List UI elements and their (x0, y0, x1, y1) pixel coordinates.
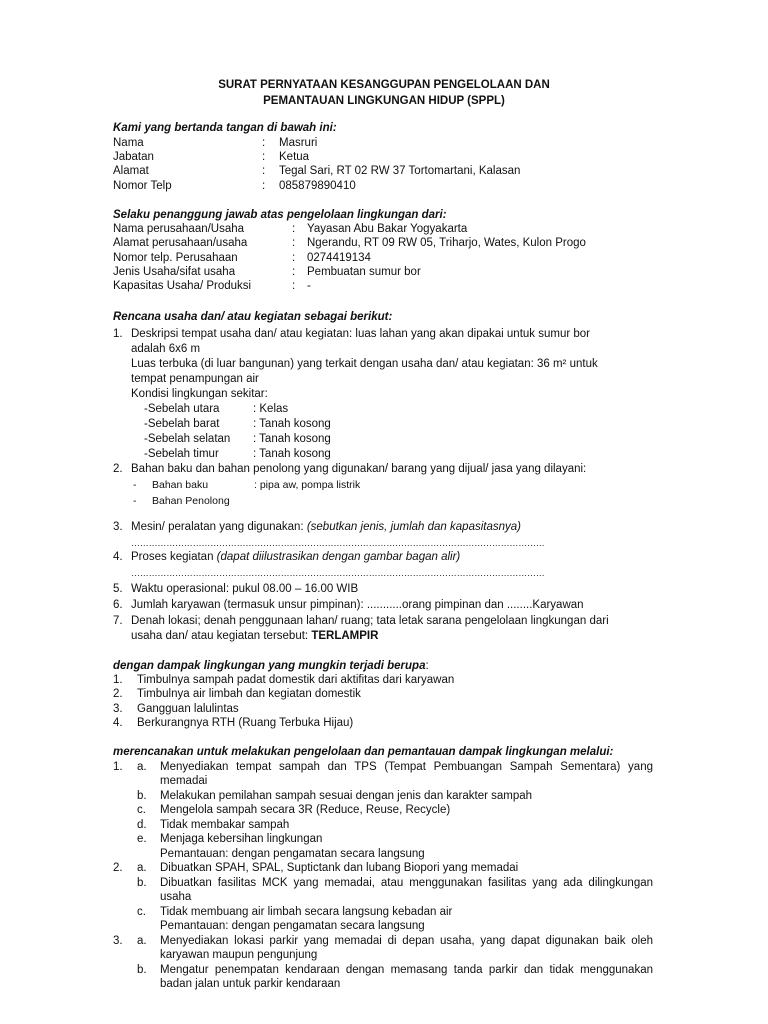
management-text: Menyediakan tempat sampah dan TPS (Tempat Pembuangan Sampah Sementara) yang (160, 761, 653, 773)
company-label: Alamat perusahaan/usaha (113, 237, 248, 249)
plan-item-text: Deskripsi tempat usaha dan/ atau kegiatan: luas lahan yang akan dipakai untuk sumur bor (131, 328, 591, 340)
management-letter: b. (137, 790, 147, 802)
monitoring-text: Pemantauan: dengan pengamatan secara langsung (160, 848, 425, 860)
management-text: Tidak membuang air limbah secara langsung kebadan air (160, 906, 453, 918)
signer-label: Jabatan (113, 151, 154, 163)
surrounding-value: : Tanah kosong (253, 448, 331, 460)
company-label: Jenis Usaha/sifat usaha (113, 266, 236, 278)
separator: : (292, 280, 296, 292)
plan-item-main: Proses kegiatan (131, 551, 217, 563)
company-heading: Selaku penanggung jawab atas pengelolaan lingkungan dari: (113, 209, 447, 221)
document-title-line1: SURAT PERNYATAAN KESANGGUPAN PENGELOLAAN DAN (218, 79, 550, 91)
monitoring-text: Pemantauan: dengan pengamatan secara langsung (160, 920, 425, 932)
dotted-fill-line: …………………………………………………………………………………………………………………………… (131, 568, 545, 578)
management-text: Melakukan pemilahan sampah sesuai dengan jenis dan karakter sampah (160, 790, 533, 802)
separator: : (262, 165, 266, 177)
plan-item-text: Bahan baku dan bahan penolong yang digunakan/ barang yang dijual/ jasa yang dilayani: (131, 463, 587, 475)
signer-value: Masruri (279, 137, 318, 149)
impact-number: 4. (113, 717, 123, 729)
management-letter: b. (137, 877, 147, 889)
management-letter: a. (137, 862, 147, 874)
management-number: 2. (113, 862, 123, 874)
management-letter: b. (137, 964, 147, 976)
plan-item-number: 3. (113, 521, 123, 533)
plan-item-number: 2. (113, 463, 123, 475)
plan-item-text (131, 520, 521, 534)
material-value: : pipa aw, pompa listrik (254, 479, 361, 491)
impact-heading (113, 659, 429, 673)
impact-text: Gangguan lalulintas (137, 703, 239, 715)
management-text: Menjaga kebersihan lingkungan (160, 833, 323, 845)
surrounding-direction: -Sebelah timur (144, 448, 219, 460)
signer-value: Tegal Sari, RT 02 RW 37 Tortomartani, Kalasan (279, 165, 521, 177)
management-text: Dibuatkan fasilitas MCK yang memadai, atau menggunakan fasilitas yang ada dilingkungan (160, 877, 653, 889)
material-label: Bahan Penolong (152, 495, 230, 507)
signer-label: Alamat (113, 165, 149, 177)
plan-item-text: adalah 6x6 m (131, 343, 201, 355)
management-text: memadai (160, 775, 208, 787)
management-text: Mengelola sampah secara 3R (Reduce, Reuse, Recycle) (160, 804, 451, 816)
plan-item-hint: (sebutkan jenis, jumlah dan kapasitasnya) (306, 521, 521, 533)
separator: : (292, 223, 296, 235)
signer-heading: Kami yang bertanda tangan di bawah ini: (113, 122, 337, 134)
plan-item-main: Mesin/ peralatan yang digunakan: (131, 521, 307, 533)
management-text: Mengatur penempatan kendaraan dengan memasang tanda parkir dan tidak menggunakan (160, 964, 653, 976)
company-value: Ngerandu, RT 09 RW 05, Triharjo, Wates, Kulon Progo (307, 237, 586, 249)
company-label: Kapasitas Usaha/ Produksi (113, 280, 252, 292)
bullet-dash: - (133, 479, 137, 491)
management-letter: a. (137, 761, 147, 773)
impact-heading-text: dengan dampak lingkungan yang mungkin terjadi berupa (113, 660, 426, 672)
company-label: Nama perusahaan/Usaha (113, 223, 245, 235)
company-value: - (307, 280, 311, 292)
plan-item-text: Jumlah karyawan (termasuk unsur pimpinan): ...........orang pimpinan dan ........Karyawan (131, 599, 584, 611)
management-text: Tidak membakar sampah (160, 819, 290, 831)
separator: : (262, 151, 266, 163)
management-text: badan jalan untuk parkir kendaraan (160, 978, 341, 990)
attached-label: TERLAMPIR (311, 630, 379, 642)
separator: : (262, 137, 266, 149)
management-letter: a. (137, 935, 147, 947)
signer-label: Nomor Telp (113, 180, 172, 192)
plan-item-text (131, 550, 460, 564)
plan-item-number: 5. (113, 583, 123, 595)
signer-value: Ketua (279, 151, 310, 163)
management-number: 1. (113, 761, 123, 773)
impact-number: 2. (113, 688, 123, 700)
surrounding-value: : Tanah kosong (253, 418, 331, 430)
bullet-dash: - (133, 495, 137, 507)
impact-number: 1. (113, 674, 123, 686)
company-value: Yayasan Abu Bakar Yogyakarta (307, 223, 468, 235)
plan-item-number: 6. (113, 599, 123, 611)
company-value: Pembuatan sumur bor (307, 266, 421, 278)
separator: : (292, 266, 296, 278)
plan-heading: Rencana usaha dan/ atau kegiatan sebagai berikut: (113, 311, 393, 323)
surrounding-direction: -Sebelah utara (144, 403, 220, 415)
impact-number: 3. (113, 703, 123, 715)
management-number: 3. (113, 935, 123, 947)
plan-item-text: Waktu operasional: pukul 08.00 – 16.00 WIB (131, 583, 359, 595)
surrounding-value: : Tanah kosong (253, 433, 331, 445)
management-text: Menyediakan lokasi parkir yang memadai di depan usaha, yang dapat digunakan baik oleh (160, 935, 653, 947)
signer-value: 085879890410 (279, 180, 356, 192)
plan-item-text: Denah lokasi; denah penggunaan lahan/ ruang; tata letak sarana pengelolaan lingkungan dari (131, 615, 609, 627)
management-text: usaha (160, 891, 192, 903)
separator: : (262, 180, 266, 192)
plan-item-text: tempat penampungan air (131, 373, 259, 385)
material-label: Bahan baku (152, 479, 209, 491)
plan-item-number: 4. (113, 551, 123, 563)
company-label: Nomor telp. Perusahaan (113, 252, 238, 264)
plan-item-number: 7. (113, 615, 123, 627)
impact-text: Timbulnya air limbah dan kegiatan domestik (137, 688, 361, 700)
document-title-line2: PEMANTAUAN LINGKUNGAN HIDUP (SPPL) (263, 95, 505, 107)
management-text: Dibuatkan SPAH, SPAL, Suptictank dan lubang Biopori yang memadai (160, 862, 519, 874)
plan-item-text (131, 629, 378, 643)
management-letter: e. (137, 833, 147, 845)
signer-label: Nama (113, 137, 144, 149)
plan-item-text: Luas terbuka (di luar bangunan) yang terkait dengan usaha dan/ atau kegiatan: 36 m² untuk (131, 358, 598, 370)
separator: : (292, 237, 296, 249)
company-value: 0274419134 (307, 252, 371, 264)
plan-item-number: 1. (113, 328, 123, 340)
management-letter: c. (137, 906, 146, 918)
management-letter: d. (137, 819, 147, 831)
plan-item-text: Kondisi lingkungan sekitar: (131, 388, 268, 400)
surrounding-direction: -Sebelah barat (144, 418, 220, 430)
surrounding-direction: -Sebelah selatan (144, 433, 231, 445)
management-text: karyawan maupun pengunjung (160, 949, 318, 961)
separator: : (292, 252, 296, 264)
impact-text: Timbulnya sampah padat domestik dari aktifitas dari karyawan (137, 674, 455, 686)
management-letter: c. (137, 804, 146, 816)
surrounding-value: : Kelas (253, 403, 289, 415)
dotted-fill-line: …………………………………………………………………………………………………………………………… (131, 538, 545, 548)
impact-heading-colon: : (425, 660, 429, 672)
plan-item-hint: (dapat diilustrasikan dengan gambar bagan alir) (216, 551, 461, 563)
management-heading: merencanakan untuk melakukan pengelolaan dan pemantauan dampak lingkungan melalui: (113, 746, 614, 758)
plan-item-main: usaha dan/ atau kegiatan tersebut: (131, 630, 312, 642)
impact-text: Berkurangnya RTH (Ruang Terbuka Hijau) (137, 717, 354, 729)
